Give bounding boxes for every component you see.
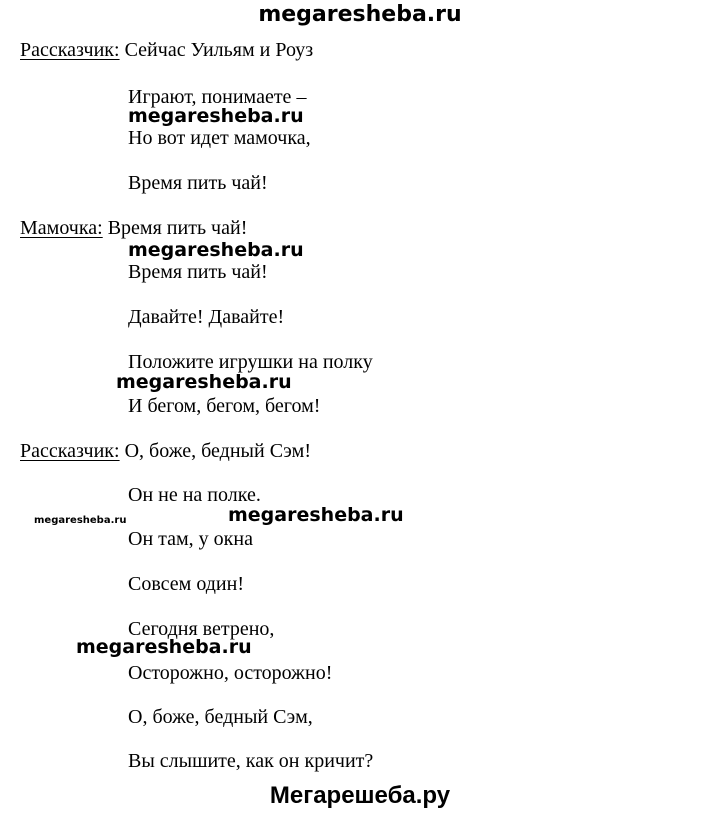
speaker-first-line: Время пить чай!	[107, 217, 248, 239]
verse-line: Давайте! Давайте!	[128, 306, 285, 328]
watermark-inline: megaresheba.ru	[76, 636, 252, 658]
verse-line: Вы слышите, как он кричит?	[128, 750, 374, 772]
verse-line: Он не на полке.	[128, 484, 261, 506]
narrator-line-2	[20, 441, 311, 461]
verse-line: Но вот идет мамочка,	[128, 127, 311, 149]
watermark-small: megaresheba.ru	[34, 515, 127, 526]
mommy-line-1	[20, 218, 247, 238]
speaker-label-mommy: Мамочка:	[20, 217, 103, 239]
speaker-label-narrator: Рассказчик:	[20, 440, 120, 462]
verse-line: Осторожно, осторожно!	[128, 662, 333, 684]
verse-line: Совсем один!	[128, 573, 244, 595]
watermark-inline: megaresheba.ru	[116, 371, 292, 393]
watermark-footer: Мегарешеба.ру	[269, 782, 451, 809]
verse-line: Сегодня ветрено,	[128, 618, 275, 640]
verse-line: О, боже, бедный Сэм,	[128, 706, 313, 728]
speaker-first-line: О, боже, бедный Сэм!	[124, 440, 311, 462]
verse-line: И бегом, бегом, бегом!	[128, 395, 321, 417]
speaker-label-narrator: Рассказчик:	[20, 39, 120, 61]
speaker-first-line: Сейчас Уильям и Роуз	[124, 39, 314, 61]
verse-line: Время пить чай!	[128, 261, 268, 283]
verse-line: Играют, понимаете –	[128, 86, 307, 108]
verse-line: Он там, у окна	[128, 528, 253, 550]
narrator-line-1	[20, 40, 313, 60]
watermark-inline: megaresheba.ru	[128, 105, 304, 127]
verse-line: Время пить чай!	[128, 172, 268, 194]
watermark-inline: megaresheba.ru	[128, 239, 304, 261]
watermark-header: megaresheba.ru	[258, 2, 462, 27]
verse-line: Положите игрушки на полку	[128, 351, 373, 373]
watermark-inline: megaresheba.ru	[228, 504, 404, 526]
